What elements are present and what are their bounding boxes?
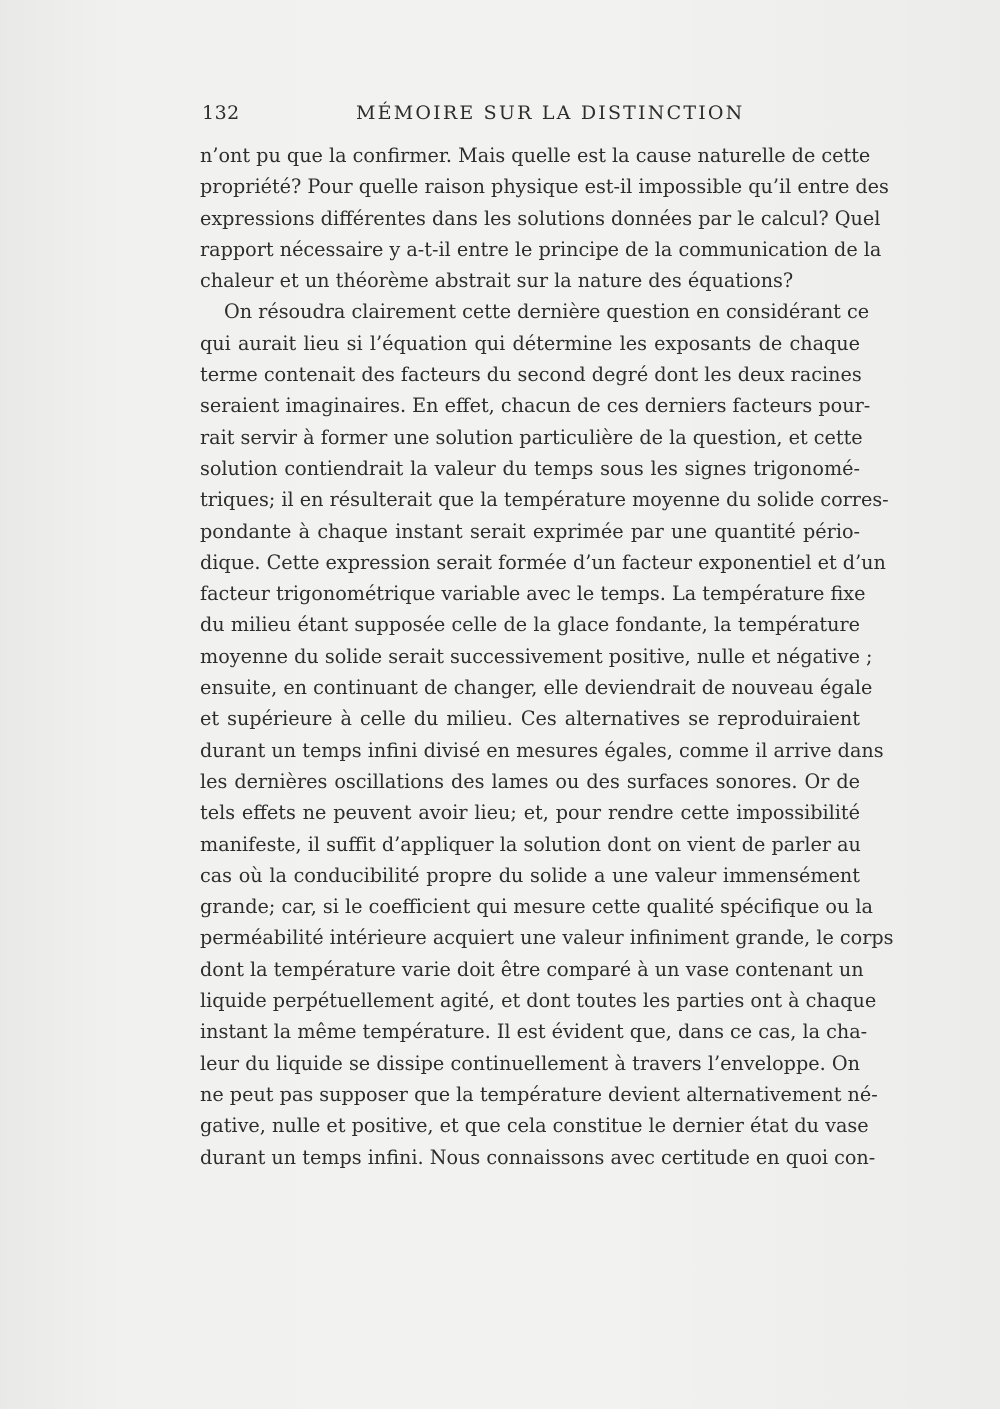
text-line: et supérieure à celle du milieu. Ces alternatives se reproduiraient xyxy=(200,707,860,731)
text-line: gative, nulle et positive, et que cela constitue le dernier état du vase xyxy=(200,1114,869,1138)
text-line: expressions différentes dans les solutions données par le calcul? Quel xyxy=(200,206,881,230)
text-line: cas où la conducibilité propre du solide a une valeur immensément xyxy=(200,863,860,887)
text-line: qui aurait lieu si l’équation qui détermine les exposants de chaque xyxy=(200,331,860,355)
text-line: tels effets ne peuvent avoir lieu; et, pour rendre cette impossibilité xyxy=(200,801,860,825)
text-line: chaleur et un théorème abstrait sur la nature des équations? xyxy=(200,269,794,293)
body-text xyxy=(200,140,894,1173)
text-line: moyenne du solide serait successivement positive, nulle et négative ; xyxy=(200,644,873,668)
text-line: du milieu étant supposée celle de la glace fondante, la température xyxy=(200,613,860,637)
page-header xyxy=(200,102,860,132)
text-line: les dernières oscillations des lames ou des surfaces sonores. Or de xyxy=(200,769,860,793)
text-line: perméabilité intérieure acquiert une valeur infiniment grande, le corps xyxy=(200,926,894,950)
text-line: facteur trigonométrique variable avec le temps. La température fixe xyxy=(200,582,866,606)
text-line: seraient imaginaires. En effet, chacun de ces derniers facteurs pour- xyxy=(200,394,871,418)
text-line: triques; il en résulterait que la température moyenne du solide corres- xyxy=(200,488,889,512)
text-line: propriété? Pour quelle raison physique est-il impossible qu’il entre des xyxy=(200,175,889,199)
text-line: durant un temps infini. Nous connaissons avec certitude en quoi con- xyxy=(200,1145,876,1169)
text-line: instant la même température. Il est évident que, dans ce cas, la cha- xyxy=(200,1020,868,1044)
text-line: leur du liquide se dissipe continuellement à travers l’enveloppe. On xyxy=(200,1051,860,1075)
text-line: pondante à chaque instant serait exprimée par une quantité pério- xyxy=(200,519,860,543)
text-line: durant un temps infini divisé en mesures égales, comme il arrive dans xyxy=(200,738,884,762)
text-line: terme contenait des facteurs du second degré dont les deux racines xyxy=(200,363,862,387)
text-line: rapport nécessaire y a-t-il entre le principe de la communication de la xyxy=(200,237,882,261)
text-line: n’ont pu que la confirmer. Mais quelle est la cause naturelle de cette xyxy=(200,144,871,167)
running-head: MÉMOIRE SUR LA DISTINCTION xyxy=(356,102,745,124)
text-line: grande; car, si le coefficient qui mesure cette qualité spécifique ou la xyxy=(200,895,873,919)
text-line: On résoudra clairement cette dernière question en considérant ce xyxy=(224,300,870,324)
text-line: dont la température varie doit être comparé à un vase contenant un xyxy=(200,957,864,981)
text-line: rait servir à former une solution particulière de la question, et cette xyxy=(200,425,863,449)
text-line: dique. Cette expression serait formée d’un facteur exponentiel et d’un xyxy=(200,550,886,574)
page-number: 132 xyxy=(202,102,240,124)
text-line: solution contiendrait la valeur du temps sous les signes trigonomé- xyxy=(200,456,860,480)
text-line: ne peut pas supposer que la température devient alternativement né- xyxy=(200,1082,878,1106)
text-line: manifeste, il suffit d’appliquer la solution dont on vient de parler au xyxy=(200,832,861,856)
text-line: liquide perpétuellement agité, et dont toutes les parties ont à chaque xyxy=(200,989,877,1013)
text-line: ensuite, en continuant de changer, elle deviendrait de nouveau égale xyxy=(200,676,873,700)
